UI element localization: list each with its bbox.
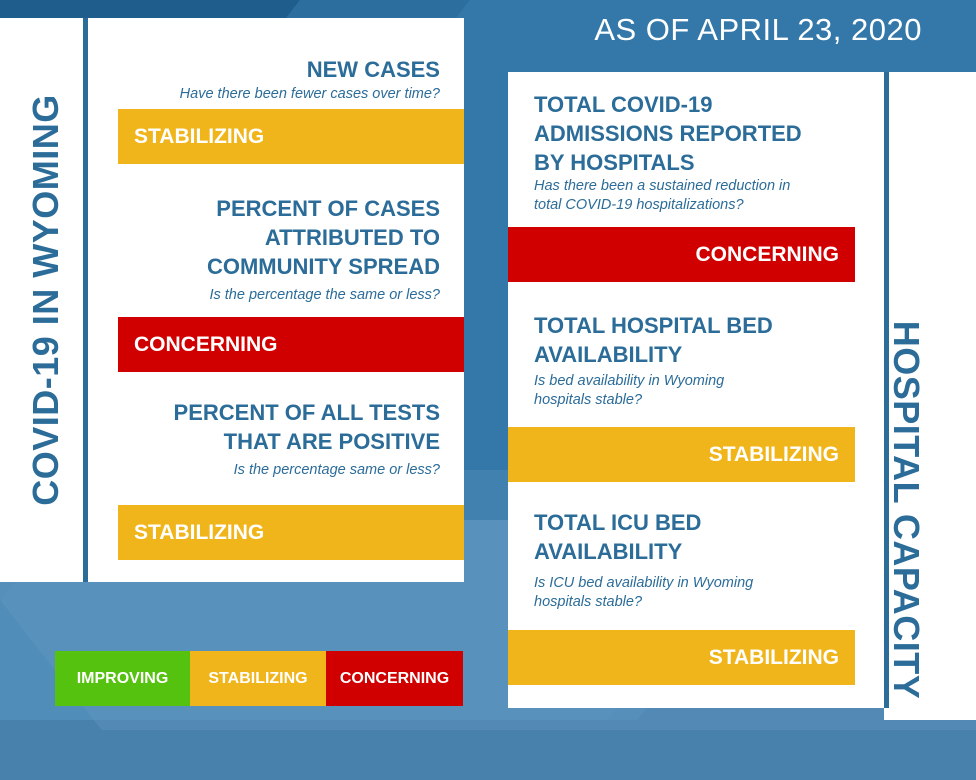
status-badge-stabilizing: STABILIZING — [118, 109, 464, 164]
as-of-date: AS OF APRIL 23, 2020 — [594, 12, 922, 47]
status-badge-stabilizing: STABILIZING — [508, 427, 855, 482]
status-badge-stabilizing: STABILIZING — [118, 505, 464, 560]
metric-title-icu-beds: TOTAL ICU BED AVAILABILITY — [534, 510, 702, 564]
status-badge-stabilizing: STABILIZING — [508, 630, 855, 685]
metric-title-hospital-beds: TOTAL HOSPITAL BED AVAILABILITY — [534, 313, 773, 367]
metric-title-new-cases: NEW CASES — [306, 57, 440, 82]
metric-question: Is ICU bed availability in Wyoming hospitals stable? — [534, 575, 754, 610]
status-badge-concerning: CONCERNING — [118, 317, 464, 372]
metric-question: Have there been fewer cases over time? — [179, 86, 440, 102]
metric-question: Has there been a sustained reduction in total COVID-19 hospitalizations? — [534, 178, 791, 213]
metric-title-positive-tests: PERCENT OF ALL TESTS THAT ARE POSITIVE — [173, 400, 440, 454]
legend-item-concerning: CONCERNING — [326, 651, 463, 706]
status-badge-concerning: CONCERNING — [508, 227, 855, 282]
legend-item-stabilizing: STABILIZING — [190, 651, 326, 706]
status-legend — [55, 651, 463, 706]
left-vertical-title: COVID-19 IN WYOMING — [25, 94, 66, 506]
right-vertical-title: HOSPITAL CAPACITY — [886, 320, 927, 700]
metric-question: Is the percentage same or less? — [233, 462, 440, 478]
legend-item-improving: IMPROVING — [55, 651, 190, 706]
metric-title-covid-admissions: TOTAL COVID-19 ADMISSIONS REPORTED BY HOSPITALS — [534, 92, 802, 175]
metric-title-community-spread: PERCENT OF CASES ATTRIBUTED TO COMMUNITY SPREAD — [206, 196, 440, 279]
metric-question: Is the percentage the same or less? — [209, 287, 440, 303]
metric-question: Is bed availability in Wyoming hospitals stable? — [534, 373, 725, 408]
wyoming-metrics-panel — [88, 18, 464, 582]
hospital-capacity-panel — [508, 72, 884, 708]
